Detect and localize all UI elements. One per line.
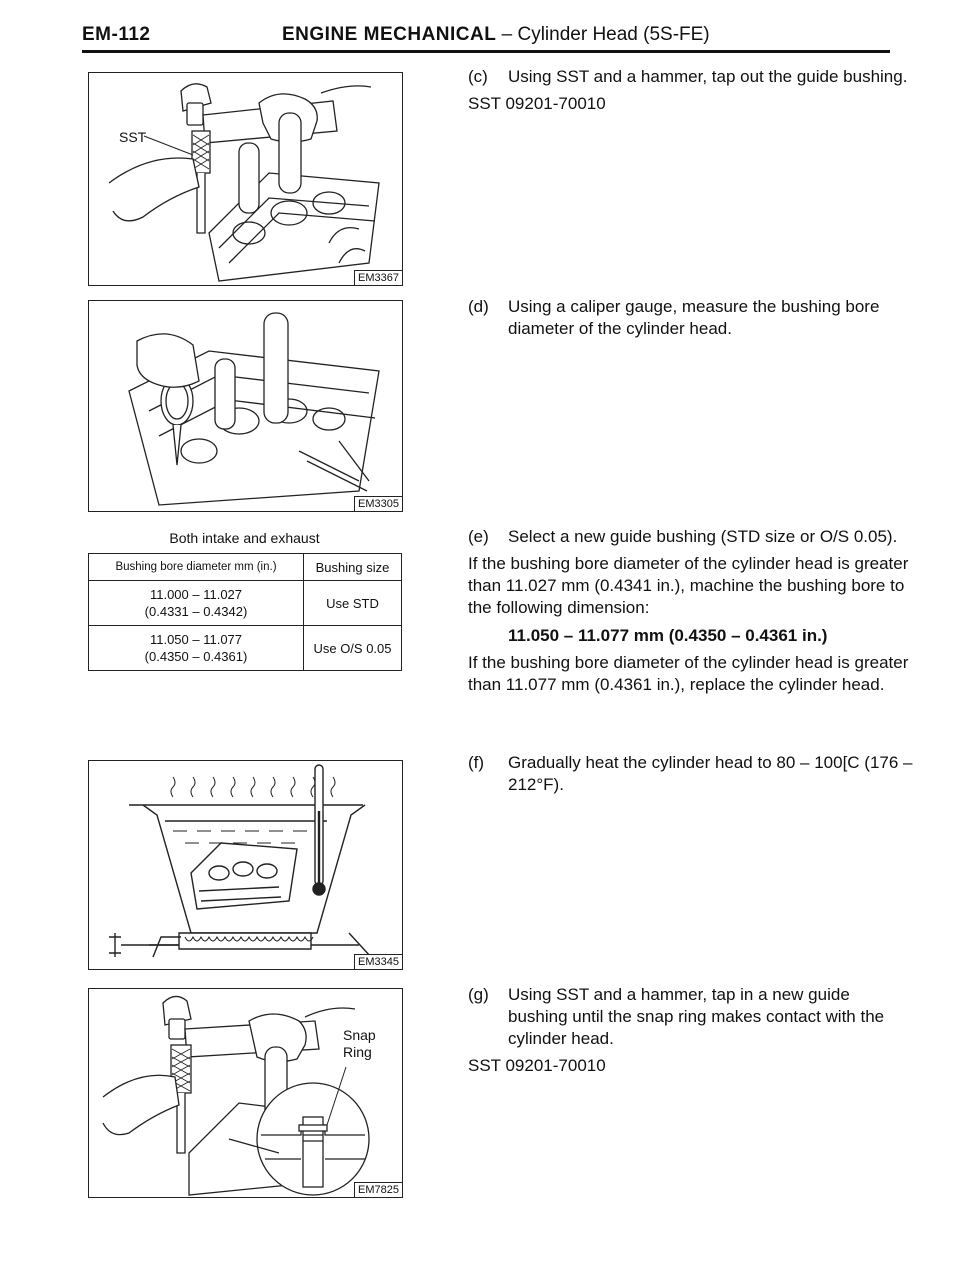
- heating-bath-illustration: [89, 761, 402, 969]
- column-header-size: Bushing size: [304, 554, 402, 581]
- step-g: [468, 984, 913, 1077]
- bushing-size-table: [88, 553, 402, 671]
- step-g-instruction: [468, 984, 913, 1050]
- section-title: [282, 24, 710, 46]
- diameter-in: (0.4350 – 0.4361): [144, 649, 248, 664]
- step-d: [468, 296, 913, 340]
- table-row: [89, 626, 402, 671]
- step-c: [468, 66, 913, 115]
- step-f-label: (f): [468, 753, 485, 772]
- sst-callout-label: SST: [119, 129, 147, 145]
- table-row: [89, 581, 402, 626]
- step-d-label: (d): [468, 297, 489, 316]
- step-e-instruction: [468, 526, 913, 548]
- step-f-instruction: [468, 752, 913, 796]
- figure-heating-bath: [88, 760, 403, 970]
- size-cell: Use STD: [304, 581, 402, 626]
- step-e-dimension: 11.050 – 11.077 mm (0.4350 – 0.4361 in.): [508, 626, 828, 645]
- step-c-sst: SST 09201-70010: [468, 94, 606, 113]
- step-g-text: Using SST and a hammer, tap in a new guide bushing until the snap ring makes contact with the cylinder head.: [508, 985, 885, 1048]
- tap-in-illustration: [89, 989, 402, 1197]
- column-header-diameter: Bushing bore diameter mm (in.): [89, 554, 304, 581]
- step-c-label: (c): [468, 67, 488, 86]
- figure-tap-in-bushing: [88, 988, 403, 1198]
- tap-out-illustration: [89, 73, 402, 285]
- figure-caliper-gauge: [88, 300, 403, 512]
- step-e-paragraph-1: If the bushing bore diameter of the cylinder head is greater than 11.027 mm (0.4341 in.), machine the bushing bore to the following dimension:: [468, 554, 909, 617]
- figure-code: EM3345: [354, 954, 403, 970]
- step-c-instruction: [468, 66, 913, 88]
- step-g-sst: SST 09201-70010: [468, 1056, 606, 1075]
- table-caption: Both intake and exhaust: [169, 530, 320, 546]
- step-d-text: Using a caliper gauge, measure the bushing bore diameter of the cylinder head.: [508, 297, 880, 338]
- table-header-row: [89, 554, 402, 581]
- figure-tap-out-bushing: [88, 72, 403, 286]
- figure-code: EM3367: [354, 270, 403, 286]
- section-title-bold: ENGINE MECHANICAL: [282, 24, 497, 45]
- snap-ring-callout-label: [343, 1027, 376, 1061]
- diameter-cell: [89, 626, 304, 671]
- snap-ring-label-line2: Ring: [343, 1044, 372, 1060]
- figure-code: EM3305: [354, 496, 403, 512]
- caliper-gauge-illustration: [89, 301, 402, 511]
- diameter-mm: 11.050 – 11.077: [149, 632, 243, 647]
- size-cell: Use O/S 0.05: [304, 626, 402, 671]
- step-f-text: Gradually heat the cylinder head to 80 – 100[C (176 – 212°F).: [508, 753, 913, 794]
- snap-ring-label-line1: Snap: [343, 1027, 376, 1043]
- diameter-mm: 11.000 – 11.027: [149, 587, 243, 602]
- diameter-cell: [89, 581, 304, 626]
- diameter-in: (0.4331 – 0.4342): [144, 604, 248, 619]
- step-e: [468, 526, 913, 696]
- step-f: [468, 752, 913, 796]
- step-c-text: Using SST and a hammer, tap out the guide bushing.: [508, 67, 908, 86]
- page-code: EM-112: [82, 24, 151, 45]
- step-e-label: (e): [468, 527, 489, 546]
- section-title-rest: – Cylinder Head (5S-FE): [496, 24, 710, 45]
- step-g-label: (g): [468, 985, 489, 1004]
- step-e-paragraph-2: If the bushing bore diameter of the cylinder head is greater than 11.077 mm (0.4361 in.), replace the cylinder head.: [468, 653, 909, 694]
- figure-code: EM7825: [354, 1182, 403, 1198]
- step-e-text: Select a new guide bushing (STD size or O/S 0.05).: [508, 527, 898, 546]
- step-d-instruction: [468, 296, 913, 340]
- page-header: [82, 24, 890, 53]
